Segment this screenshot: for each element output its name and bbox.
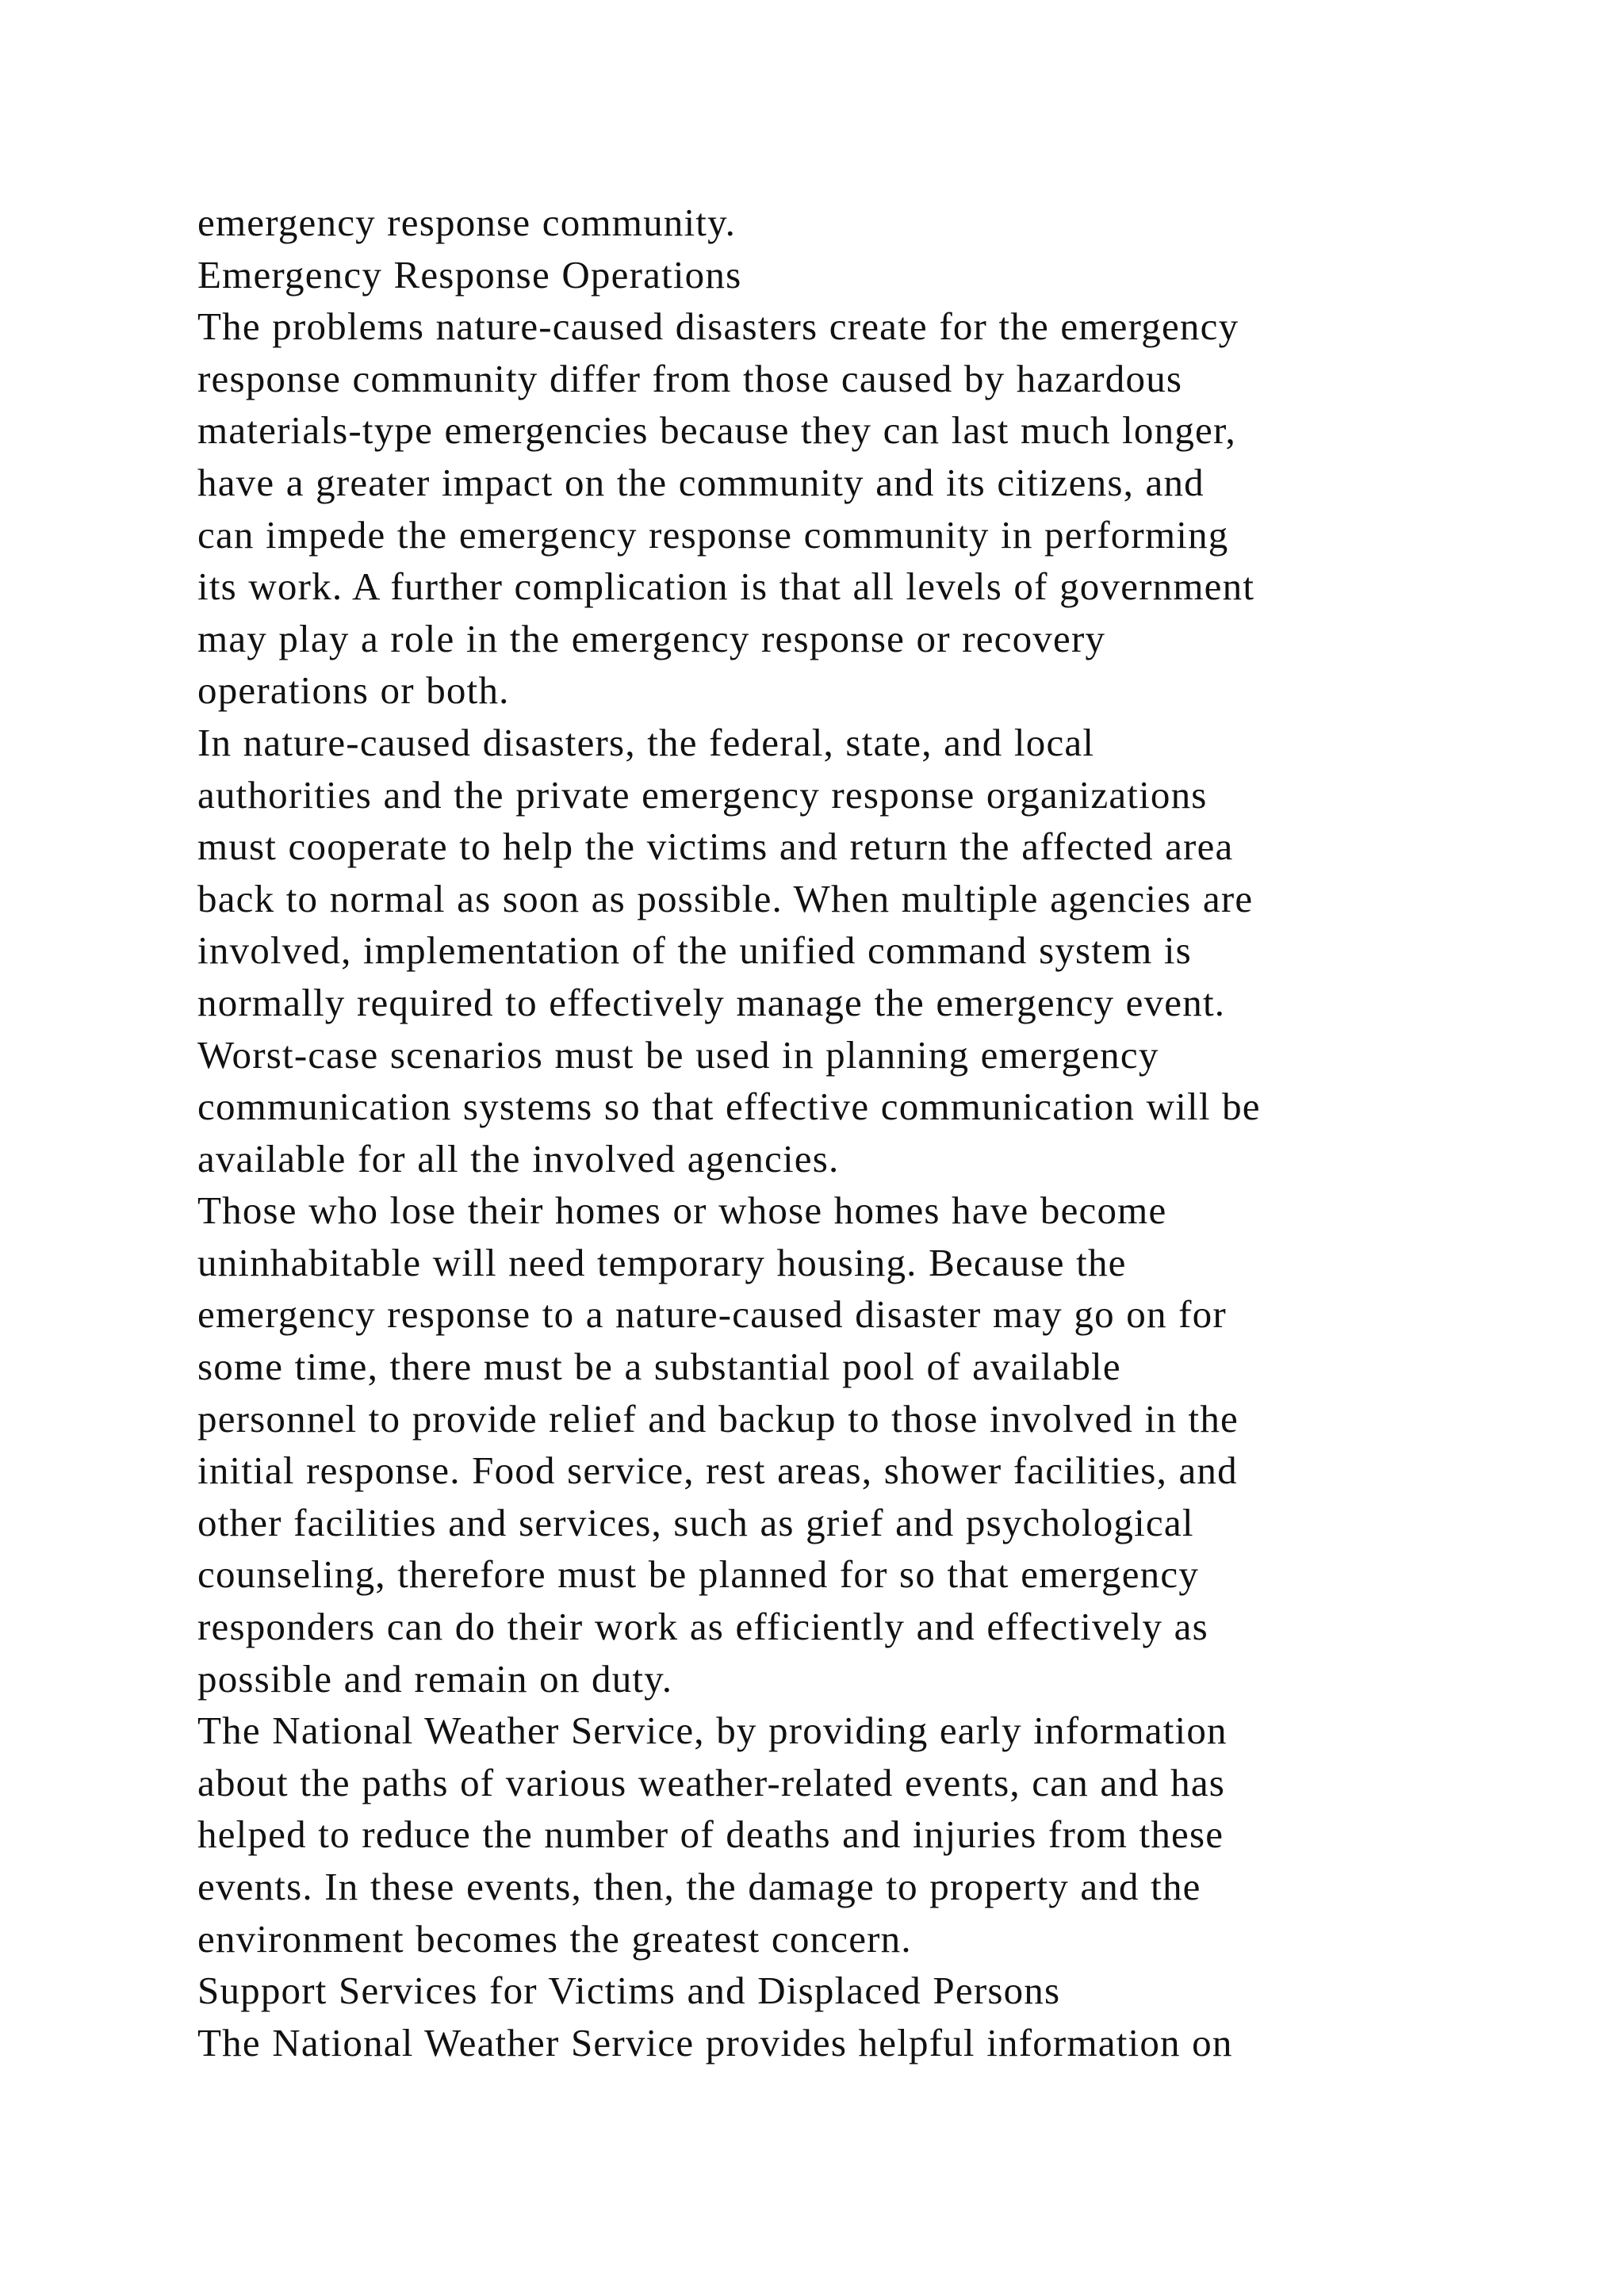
section-heading-support-services: Support Services for Victims and Displaced Persons: [197, 1969, 1061, 2013]
text-line: involved, implementation of the unified command system is: [197, 928, 1192, 973]
text-line: events. In these events, then, the damage to property and the: [197, 1865, 1201, 1908]
text-line: possible and remain on duty.: [197, 1656, 673, 1701]
text-line: other facilities and services, such as grief and psychological: [197, 1500, 1194, 1544]
section-heading-emergency-response-operations: Emergency Response Operations: [197, 252, 742, 297]
text-line: Those who lose their homes or whose homes have become: [197, 1188, 1167, 1233]
text-line: The problems nature-caused disasters create for the emergency: [197, 304, 1239, 349]
text-line: response community differ from those caused by hazardous: [197, 356, 1183, 400]
text-line: back to normal as soon as possible. When multiple agencies are: [197, 876, 1254, 920]
text-line: initial response. Food service, rest areas, shower facilities, and: [197, 1448, 1238, 1493]
text-line: uninhabitable will need temporary housing. Because the: [197, 1240, 1127, 1284]
text-line: emergency response community.: [197, 201, 737, 244]
text-line: have a greater impact on the community and its citizens, and: [197, 460, 1205, 504]
text-line: may play a role in the emergency response or recovery: [197, 616, 1106, 660]
text-line: materials-type emergencies because they can last much longer,: [197, 408, 1236, 453]
text-line: communication systems so that effective communication will be: [197, 1085, 1261, 1129]
text-line: helped to reduce the number of deaths and injuries from these: [197, 1812, 1224, 1857]
body-text: [197, 197, 1506, 2068]
text-line: counseling, therefore must be planned for so that emergency: [197, 1552, 1200, 1597]
text-line: In nature-caused disasters, the federal, state, and local: [197, 720, 1095, 764]
text-line: operations or both.: [197, 668, 510, 713]
text-line: emergency response to a nature-caused disaster may go on for: [197, 1292, 1227, 1337]
text-line: can impede the emergency response community in performing: [197, 512, 1229, 557]
text-line: personnel to provide relief and backup to those involved in the: [197, 1396, 1239, 1441]
text-line: normally required to effectively manage the emergency event.: [197, 980, 1226, 1024]
text-line: environment becomes the greatest concern.: [197, 1916, 912, 1961]
text-line: The National Weather Service, by providing early information: [197, 1709, 1228, 1753]
text-line: must cooperate to help the victims and return the affected area: [197, 825, 1234, 869]
text-line: Worst-case scenarios must be used in planning emergency: [197, 1032, 1159, 1077]
text-line: responders can do their work as efficiently and effectively as: [197, 1605, 1208, 1649]
text-line: some time, there must be a substantial pool of available: [197, 1345, 1121, 1389]
text-line: about the paths of various weather-related events, can and has: [197, 1760, 1226, 1804]
text-line: its work. A further complication is that all levels of government: [197, 564, 1255, 609]
text-line: available for all the involved agencies.: [197, 1136, 840, 1181]
text-line: The National Weather Service provides helpful information on: [197, 2020, 1233, 2064]
text-line: authorities and the private emergency response organizations: [197, 772, 1208, 817]
